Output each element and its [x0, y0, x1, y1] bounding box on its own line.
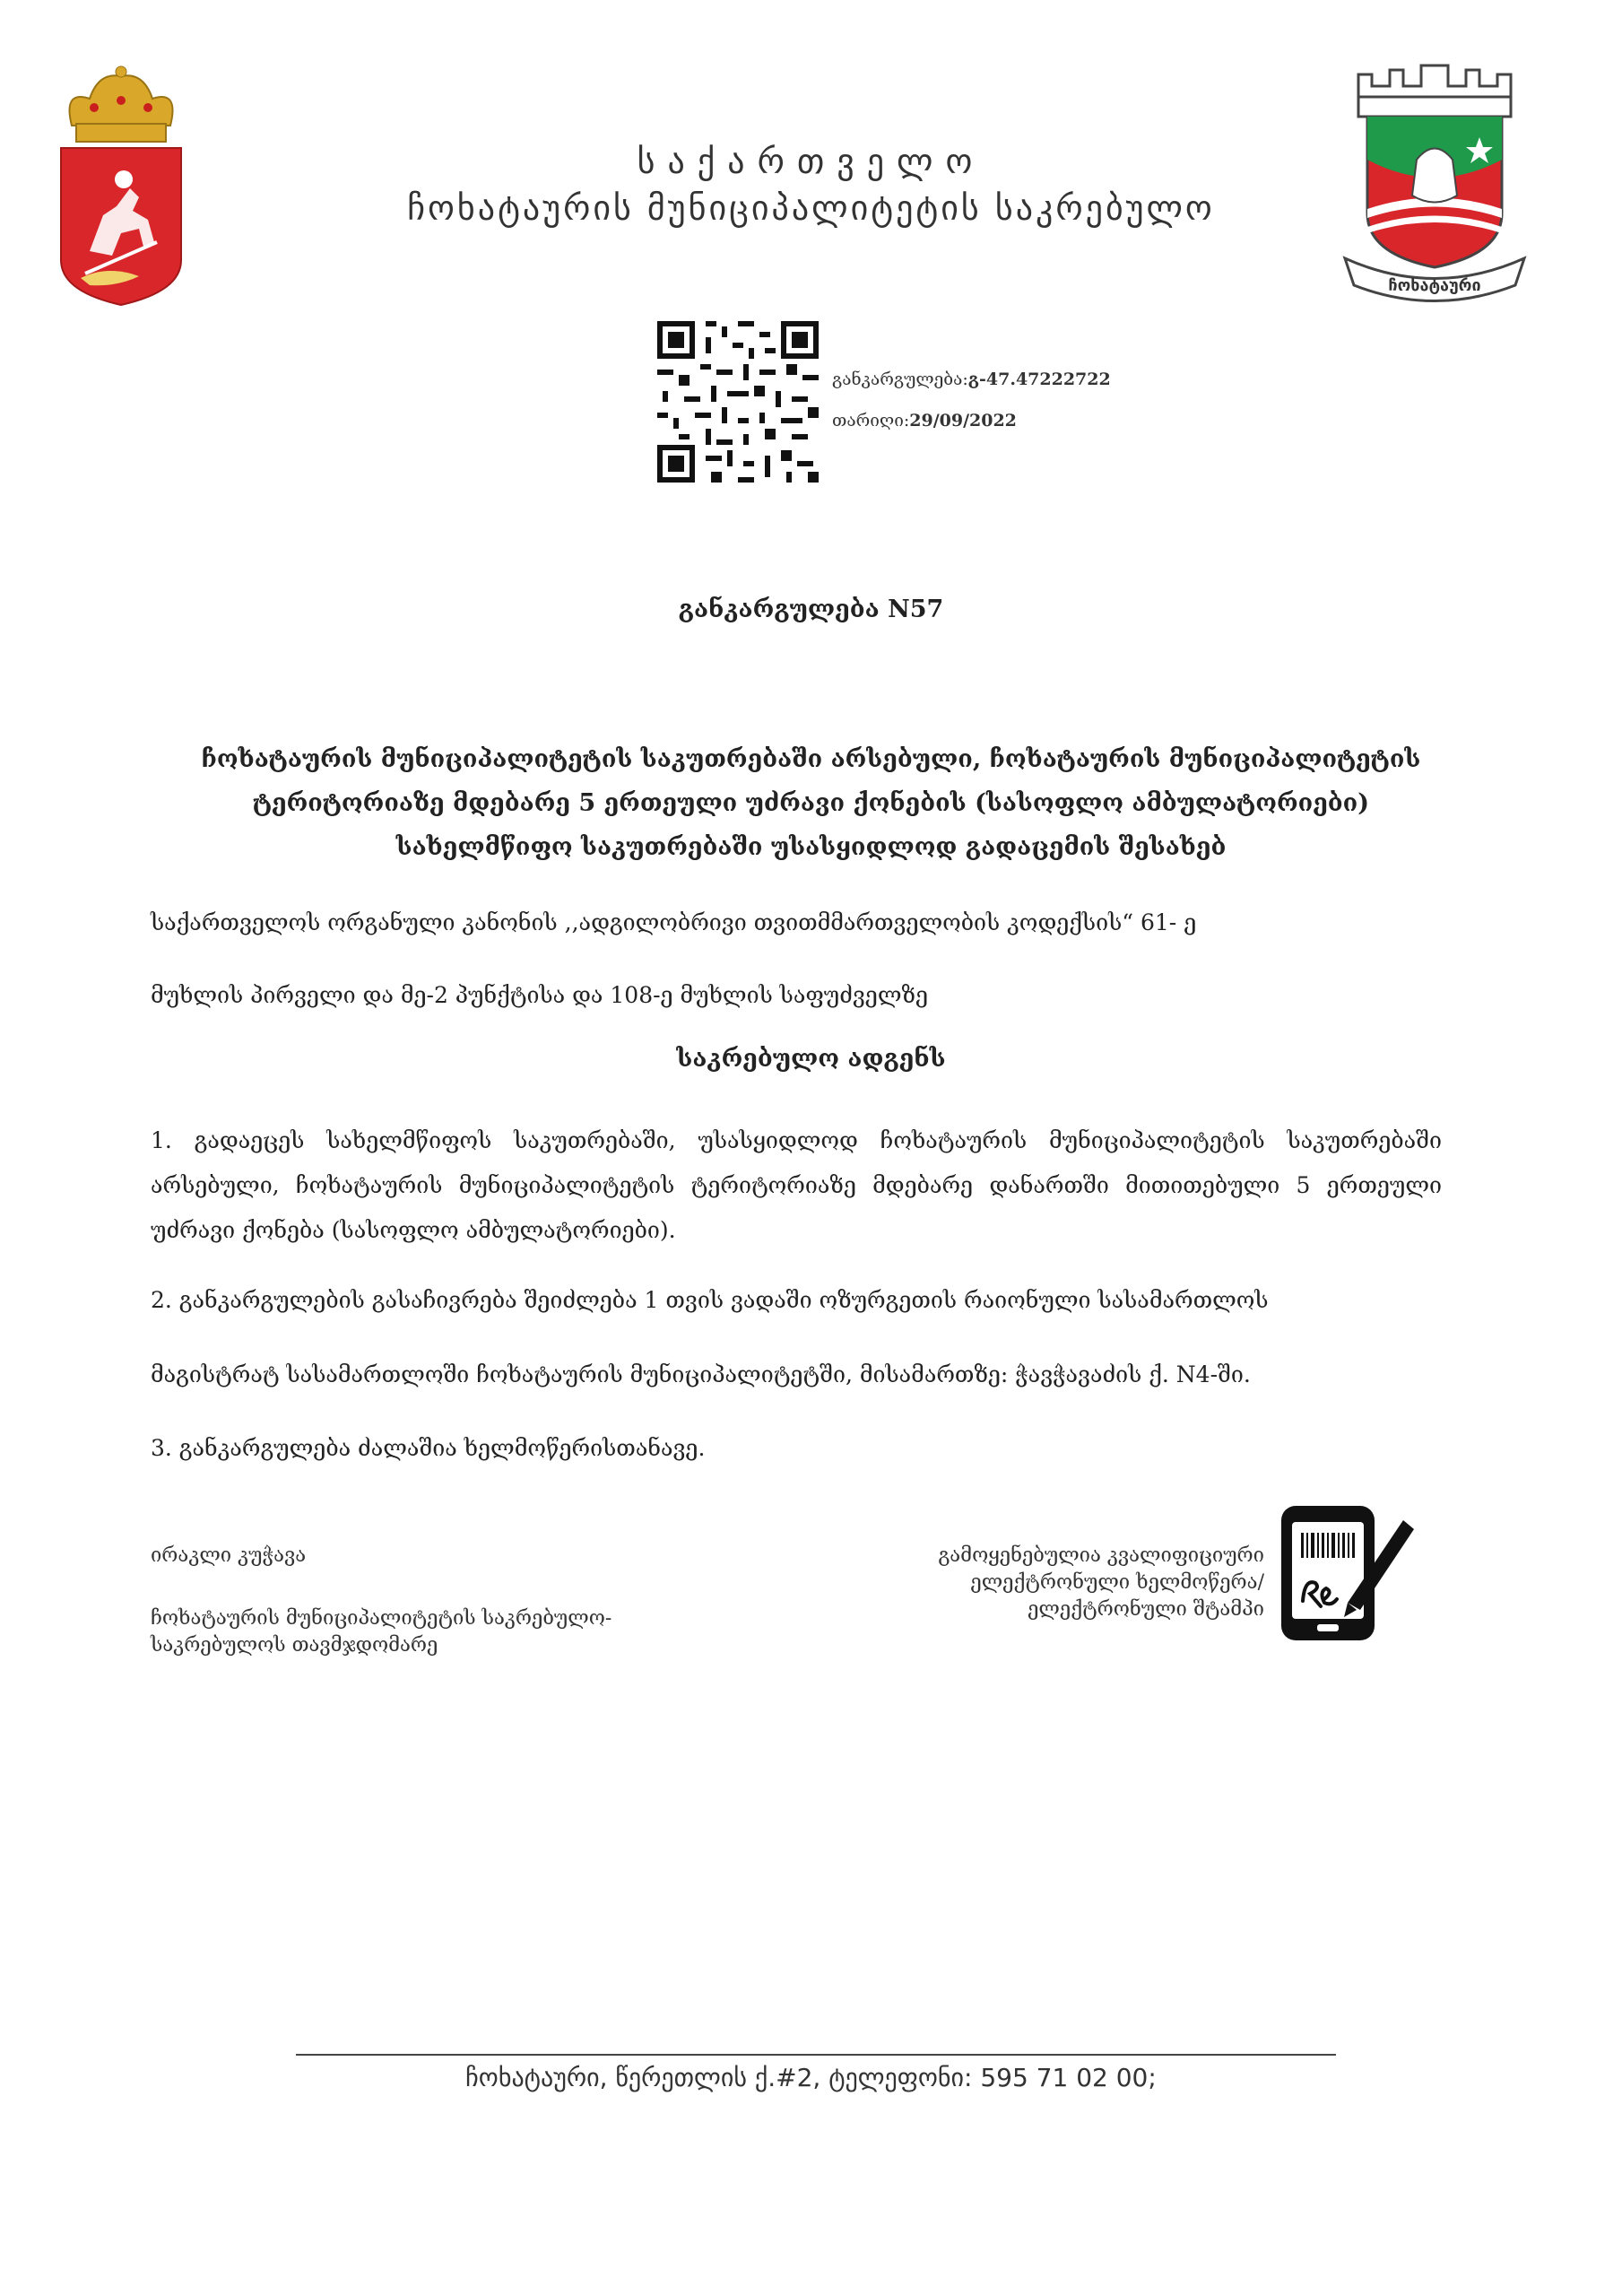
signer-name: ირაკლი კუჭავა — [151, 1544, 307, 1567]
decides-heading: საკრებულო ადგენს — [676, 1045, 946, 1073]
georgia-coat-of-arms — [54, 63, 188, 309]
signer-position-line-2: საკრებულოს თავმჯდომარე — [151, 1634, 438, 1657]
document-title: განკარგულება N57 — [678, 596, 944, 623]
footer-divider — [296, 2054, 1336, 2056]
qualified-line-3: ელექტრონული შტამპი — [1028, 1598, 1264, 1621]
signer-position-line-1: ჩოხატაურის მუნიციპალიტეტის საკრებულო- — [151, 1607, 612, 1630]
point-3: 3. განკარგულება ძალაშია ხელმოწერისთანავე. — [151, 1435, 706, 1461]
point-2-line-2: მაგისტრატ სასამართლოში ჩოხატაურის მუნიციპალიტეტში, მისამართზე: ჭავჭავაძის ქ. N4-ში. — [151, 1361, 1251, 1387]
basis-line-2: მუხლის პირველი და მე-2 პუნქტისა და 108-ე მუხლის საფუძველზე — [151, 982, 928, 1008]
point-1: 1. გადაეცეს სახელმწიფოს საკუთრებაში, უსასყიდლოდ ჩოხატაურის მუნიციპალიტეტის საკუთრებაში არსებული, ჩოხატაურის მუნიციპალიტეტის ტერიტორიაზე მდებარე დანართში მითითებული 5 ერთეული უძრავი ქონება (სასოფლო ამბულატორიები). — [151, 1127, 1442, 1243]
qr-order-number: განკარგულება:გ-47.47222722 — [832, 370, 1111, 389]
qualified-signature-note — [825, 1543, 1264, 1623]
emblem-ribbon-text: ჩოხატაური — [1388, 276, 1481, 295]
subject-line-2: ტერიტორიაზე მდებარე 5 ერთეული უძრავი ქონების (სასოფლო ამბულატორიები) — [252, 789, 1370, 817]
point-2-line-1: 2. განკარგულების გასაჩივრება შეიძლება 1 თვის ვადაში ოზურგეთის რაიონული სასამართლოს — [151, 1287, 1269, 1313]
qr-code — [657, 321, 819, 483]
qualified-line-2: ელექტრონული ხელმოწერა/ — [970, 1571, 1264, 1594]
e-signature-icon — [1278, 1502, 1421, 1646]
header-country: საქართველო — [637, 142, 985, 181]
qr-date: თარიღი:29/09/2022 — [832, 411, 1017, 430]
document-subject — [143, 737, 1479, 869]
subject-line-3: სახელმწიფო საკუთრებაში უსასყიდლოდ გადაცემის შესახებ — [395, 833, 1227, 861]
footer-address: ჩოხატაური, წერეთლის ქ.#2, ტელეფონი: 595 71 02 00; — [465, 2063, 1157, 2092]
signer-position — [151, 1605, 612, 1659]
subject-line-1: ჩოხატაურის მუნიციპალიტეტის საკუთრებაში არსებული, ჩოხატაურის მუნიციპალიტეტის — [201, 745, 1421, 773]
header-council: ჩოხატაურის მუნიციპალიტეტის საკრებულო — [407, 188, 1215, 228]
chokhatauri-emblem — [1340, 61, 1529, 308]
qualified-line-1: გამოყენებულია კვალიფიციური — [938, 1544, 1264, 1567]
basis-line-1: საქართველოს ორგანული კანონის ,,ადგილობრივი თვითმმართველობის კოდექსის“ 61- ე — [151, 909, 1197, 935]
